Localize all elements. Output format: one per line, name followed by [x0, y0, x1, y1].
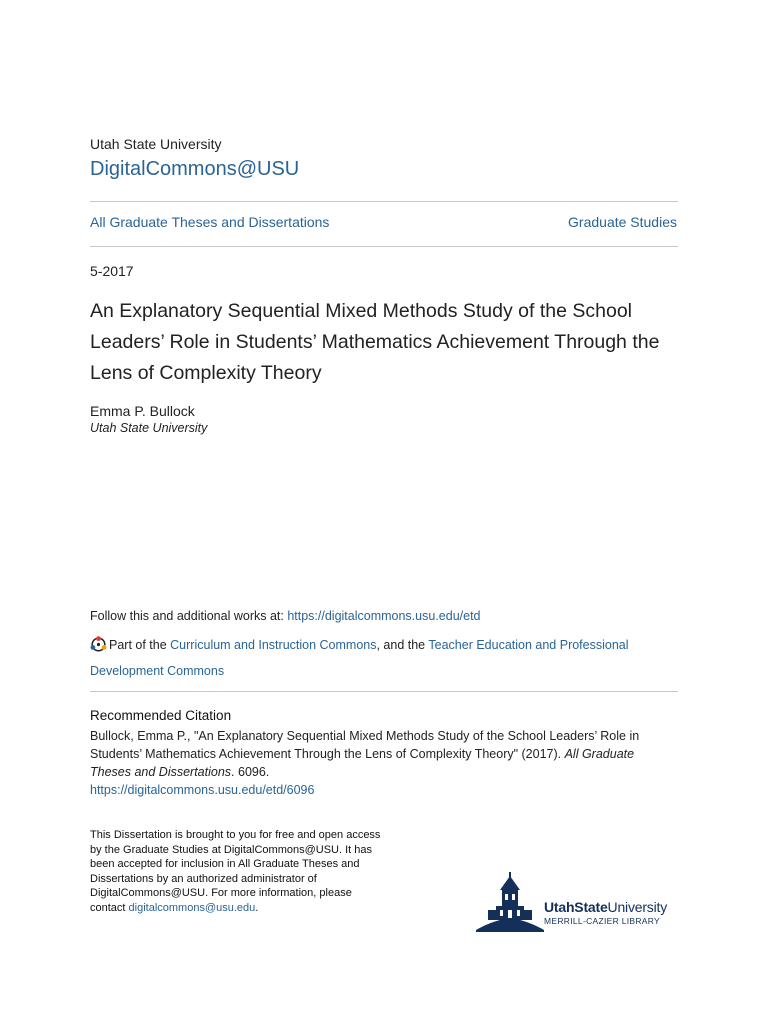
- logo-text: [544, 899, 667, 926]
- part-of-prefix: Part of the: [109, 638, 171, 652]
- contact-email-link[interactable]: digitalcommons@usu.edu: [128, 901, 256, 914]
- logo-name-bold: UtahState: [544, 899, 608, 915]
- repository-link[interactable]: DigitalCommons@USU: [90, 158, 300, 180]
- logo-name: [544, 899, 667, 915]
- follow-prefix: Follow this and additional works at:: [90, 609, 288, 623]
- follow-line: [90, 609, 481, 623]
- citation-text: Bullock, Emma P., "An Explanatory Sequential Mixed Methods Study of the School Leaders’ Role in Students’ Mathematics Achievement Through the Lens of Complexity Theory" (2017).: [90, 729, 640, 761]
- citation-number: . 6096.: [231, 765, 270, 779]
- divider: [90, 246, 678, 247]
- citation-block: [90, 727, 650, 799]
- network-icon: [90, 636, 107, 660]
- old-main-building-icon: [474, 872, 546, 939]
- logo-subtitle: MERRILL-CAZIER LIBRARY: [544, 916, 661, 926]
- part-of-line: [90, 634, 650, 682]
- notice-text: This Dissertation is brought to you for free and open access by the Graduate Studies at DigitalCommons@USU. It has been accepted for inclusion in All Graduate Theses and Dissertations by an authorized administrator of DigitalCommons@USU. For more information, please contact: [90, 829, 381, 914]
- department-link[interactable]: Graduate Studies: [568, 214, 677, 230]
- series-link[interactable]: All Graduate Theses and Dissertations: [90, 214, 330, 230]
- divider: [90, 691, 678, 692]
- access-notice: [90, 828, 390, 916]
- author-name: Emma P. Bullock: [90, 403, 195, 419]
- university-name: Utah State University: [90, 136, 222, 152]
- citation-series: All Graduate Theses and Dissertations: [90, 747, 635, 779]
- curriculum-commons-link[interactable]: Curriculum and Instruction Commons: [170, 638, 377, 652]
- follow-url-link[interactable]: https://digitalcommons.usu.edu/etd: [287, 609, 481, 623]
- citation-heading: Recommended Citation: [90, 708, 232, 723]
- divider: [90, 201, 678, 202]
- usu-library-logo: [474, 872, 684, 934]
- part-of-middle: , and the: [376, 638, 429, 652]
- publication-date: 5-2017: [90, 263, 134, 279]
- citation-url-link[interactable]: https://digitalcommons.usu.edu/etd/6096: [90, 783, 315, 797]
- author-affiliation: Utah State University: [90, 421, 208, 435]
- document-title: An Explanatory Sequential Mixed Methods Study of the School Leaders’ Role in Students’ Mathematics Achievement Through the Lens of Complexity Theory: [90, 300, 660, 384]
- logo-name-light: University: [607, 899, 668, 915]
- teacher-education-commons-link[interactable]: Teacher Education and Professional Development Commons: [90, 638, 629, 678]
- notice-end: .: [255, 901, 259, 914]
